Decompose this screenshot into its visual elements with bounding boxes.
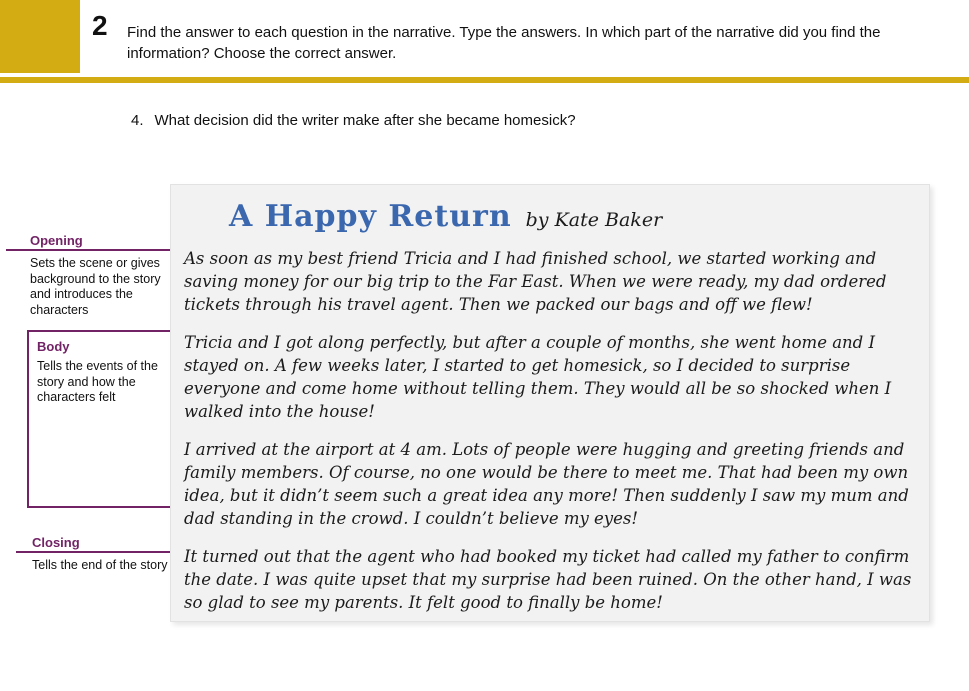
story-title: A Happy Return	[229, 199, 512, 234]
opening-connector-line	[6, 249, 173, 251]
annotation-desc-opening: Sets the scene or gives background to the story and introduces the characters	[30, 256, 161, 317]
question-row	[131, 112, 576, 129]
exercise-number: 2	[92, 10, 108, 41]
question-text: What decision did the writer make after she became homesick?	[154, 112, 576, 129]
closing-connector-line	[16, 551, 177, 553]
body-bracket-line	[27, 330, 173, 508]
annotation-label-closing: Closing	[32, 535, 80, 550]
annotation-label-opening: Opening	[30, 233, 83, 248]
question-number: 4.	[131, 112, 144, 129]
story-paragraph-closing: It turned out that the agent who had booked my ticket had called my father to confirm the date. I was quite upset that my surprise had been ruined. On the other hand, I was so glad to see my parents. It felt good to finally be home!	[184, 547, 912, 612]
gold-corner-block	[0, 0, 80, 73]
annotation-desc-body: Tells the events of the story and how the characters felt	[37, 359, 158, 404]
annotation-desc-closing: Tells the end of the story	[32, 558, 168, 572]
story-paragraph-body-1: Tricia and I got along perfectly, but after a couple of months, she went home and I stayed on. A few weeks later, I started to get homesick, so I decided to surprise everyone and come home without telling them. They would all be so shocked when I walked into the house!	[184, 333, 892, 421]
story-byline: by Kate Baker	[525, 209, 663, 231]
story-paragraph-body-2: I arrived at the airport at 4 am. Lots of people were hugging and greeting friends and family members. Of course, no one would be there to meet me. That had been my own idea, but it didn’t seem such a great idea any more! Then suddenly I saw my mum and dad standing in the crowd. I couldn’t believe my eyes!	[184, 440, 909, 528]
divider-bar	[0, 77, 969, 83]
story-text	[184, 247, 913, 614]
story-paragraph-opening: As soon as my best friend Tricia and I had finished school, we started working and saving money for our big trip to the Far East. When we were ready, my dad ordered tickets through his travel agent. Then we packed our bags and off we flew!	[184, 249, 887, 314]
annotation-label-body: Body	[37, 339, 70, 354]
exercise-instructions: Find the answer to each question in the narrative. Type the answers. In which part of the narrative did you find the information? Choose the correct answer.	[127, 24, 881, 62]
narrative-box	[170, 184, 930, 622]
narrative-title-row	[229, 199, 913, 234]
